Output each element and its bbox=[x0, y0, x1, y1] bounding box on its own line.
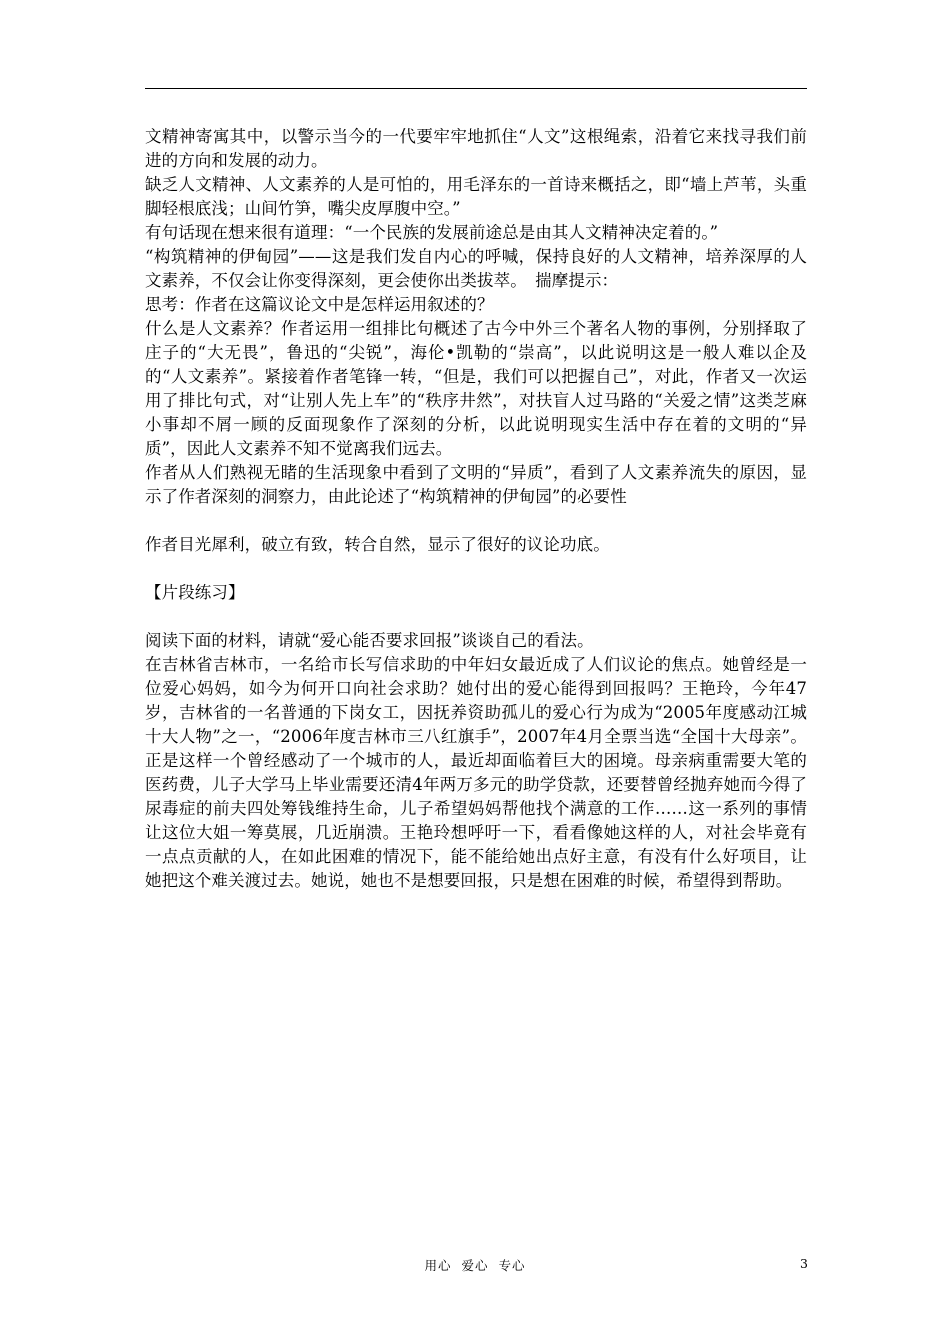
footer-motto: 用心 爱心 专心 bbox=[424, 1258, 526, 1273]
document-body bbox=[145, 125, 807, 893]
blank-line bbox=[145, 557, 807, 581]
blank-line bbox=[145, 509, 807, 533]
paragraph: 思考：作者在这篇议论文中是怎样运用叙述的？ bbox=[145, 295, 494, 314]
paragraph: 在吉林省吉林市，一名给市长写信求助的中年妇女最近成了人们议论的焦点。她曾经是一位爱心妈妈，如今为何开口向社会求助？她付出的爱心能得到回报吗？王艳玲，今年47岁，吉林省的一名普通的下岗女工，因抚养资助孤儿的爱心行为成为“2005年度感动江城十大人物”之一，“2006年度吉林市三八红旗手”，2007年4月全票当选“全国十大母亲”。正是这样一个曾经感动了一个城市的人，最近却面临着巨大的困境。母亲病重需要大笔的医药费，儿子大学马上毕业需要还清4年两万多元的助学贷款，还要替曾经抛弃她而今得了尿毒症的前夫四处筹钱维持生命，儿子希望妈妈帮他找个满意的工作……这一系列的事情让这位大姐一筹莫展，几近崩溃。王艳玲想呼吁一下，看看像她这样的人，对社会毕竟有一点点贡献的人，在如此困难的情况下，能不能给她出点好主意，有没有什么好项目，让她把这个难关渡过去。她说，她也不是想要回报，只是想在困难的时候，希望得到帮助。 bbox=[145, 655, 807, 890]
paragraph: “构筑精神的伊甸园”——这是我们发自内心的呼喊，保持良好的人文精神，培养深厚的人文素养，不仅会让你变得深刻，更会使你出类拔萃。 揣摩提示： bbox=[145, 247, 807, 290]
paragraph: 有句话现在想来很有道理：“一个民族的发展前途总是由其人文精神决定着的。” bbox=[145, 223, 719, 242]
paragraph: 缺乏人文精神、人文素养的人是可怕的，用毛泽东的一首诗来概括之，即“墙上芦苇，头重脚轻根底浅；山间竹笋，嘴尖皮厚腹中空。” bbox=[145, 175, 807, 218]
page-number: 3 bbox=[800, 1256, 808, 1271]
paragraph: 什么是人文素养？作者运用一组排比句概述了古今中外三个著名人物的事例，分别择取了庄子的“大无畏”，鲁迅的“尖锐”，海伦•凯勒的“崇高”，以此说明这是一般人难以企及的“人文素养”。紧接着作者笔锋一转，“但是，我们可以把握自己”，对此，作者又一次运用了排比句式，对“让别人先上车”的“秩序井然”，对扶盲人过马路的“关爱之情”这类芝麻小事却不屑一顾的反面现象作了深刻的分析，以此说明现实生活中存在着的文明的“异质”，因此人文素养不知不觉离我们远去。 bbox=[145, 319, 807, 458]
paragraph: 文精神寄寓其中，以警示当今的一代要牢牢地抓住“人文”这根绳索，沿着它来找寻我们前进的方向和发展的动力。 bbox=[145, 127, 807, 170]
header-rule bbox=[145, 88, 807, 89]
paragraph: 作者从人们熟视无睹的生活现象中看到了文明的“异质”，看到了人文素养流失的原因，显示了作者深刻的洞察力，由此论述了“构筑精神的伊甸园”的必要性 bbox=[145, 463, 807, 506]
section-heading: 【片段练习】 bbox=[145, 583, 245, 602]
paragraph: 作者目光犀利，破立有致，转合自然，显示了很好的议论功底。 bbox=[145, 535, 610, 554]
page-footer bbox=[0, 1256, 950, 1276]
paragraph: 阅读下面的材料，请就“爱心能否要求回报”谈谈自己的看法。 bbox=[145, 631, 594, 650]
blank-line bbox=[145, 605, 807, 629]
